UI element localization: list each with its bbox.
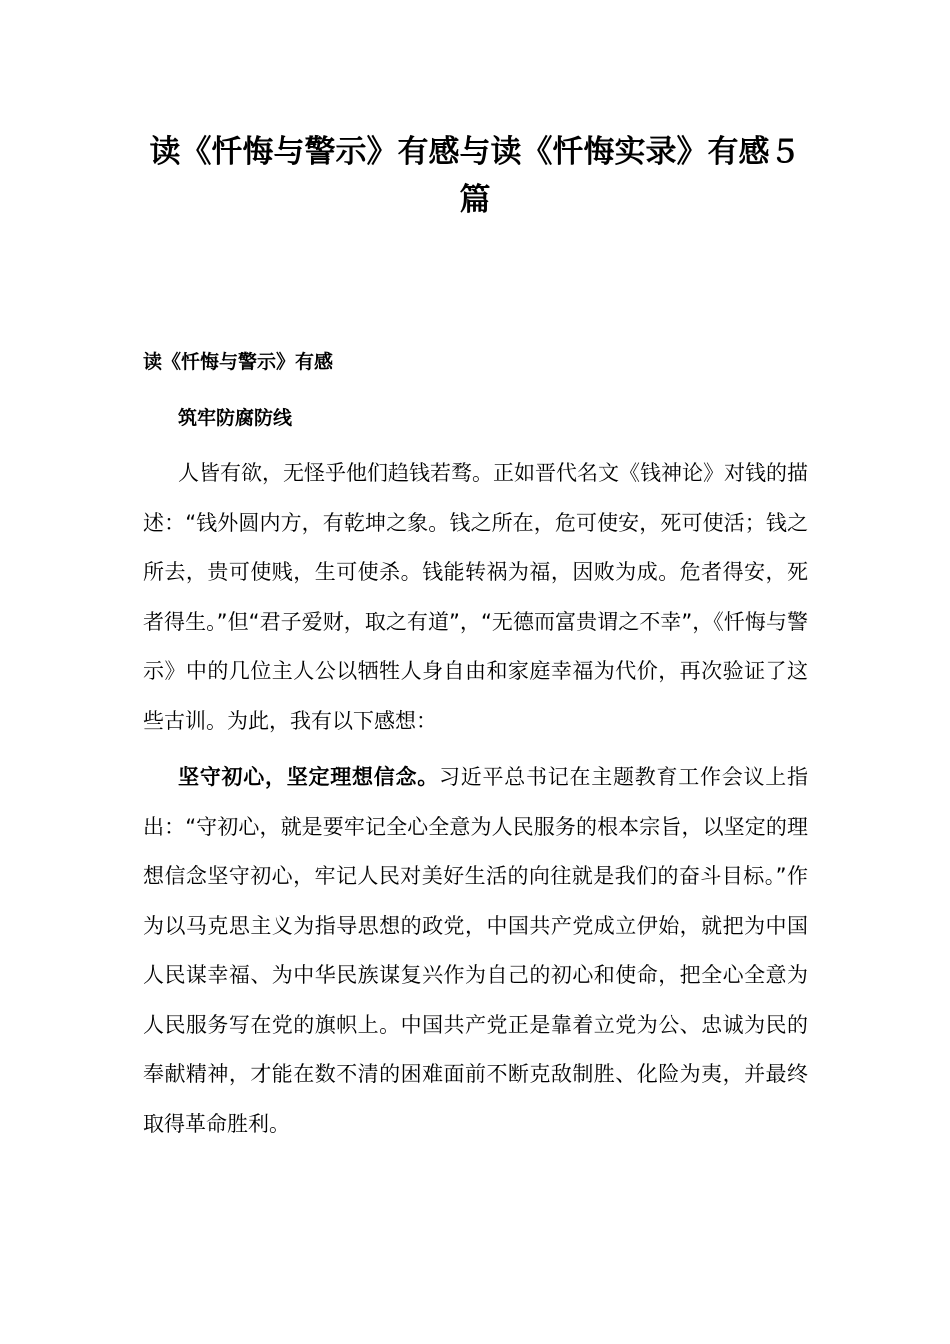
paragraph-2-body: 习近平总书记在主题教育工作会议上指出：“守初心，就是要牢记全心全意为人民服务的根本宗旨，以坚定的理想信念坚守初心，牢记人民对美好生活的向往就是我们的奋斗目标。”作为以马克思主义为指导思想的政党，中国共产党成立伊始，就把为中国人民谋幸福、为中华民族谋复兴作为自己的初心和使命，把全心全意为人民服务写在党的旗帜上。中国共产党正是靠着立党为公、忠诚为民的奉献精神，才能在数不清的困难面前不断克敌制胜、化险为夷，并最终取得革命胜利。 [143, 765, 808, 1136]
document-title: 读《忏悔与警示》有感与读《忏悔实录》有感５篇 [149, 134, 801, 218]
paragraph-1: 人皆有欲，无怪乎他们趋钱若骛。正如晋代名文《钱神论》对钱的描述：“钱外圆内方，有乾坤之象。钱之所在，危可使安，死可使活；钱之所去，贵可使贱，生可使杀。钱能转祸为福，因败为成。危者得安，死者得生。”但“君子爱财，取之有道”，“无德而富贵谓之不幸”，《忏悔与警示》中的几位主人公以牺牲人身自由和家庭幸福为代价，再次验证了这些古训。为此，我有以下感想： [143, 461, 808, 733]
paragraph-2 [143, 753, 808, 1149]
sub-title: 筑牢防腐防线 [178, 407, 293, 429]
section-title: 读《忏悔与警示》有感 [143, 351, 334, 373]
paragraph-2-lead: 坚守初心，坚定理想信念。 [178, 765, 439, 789]
